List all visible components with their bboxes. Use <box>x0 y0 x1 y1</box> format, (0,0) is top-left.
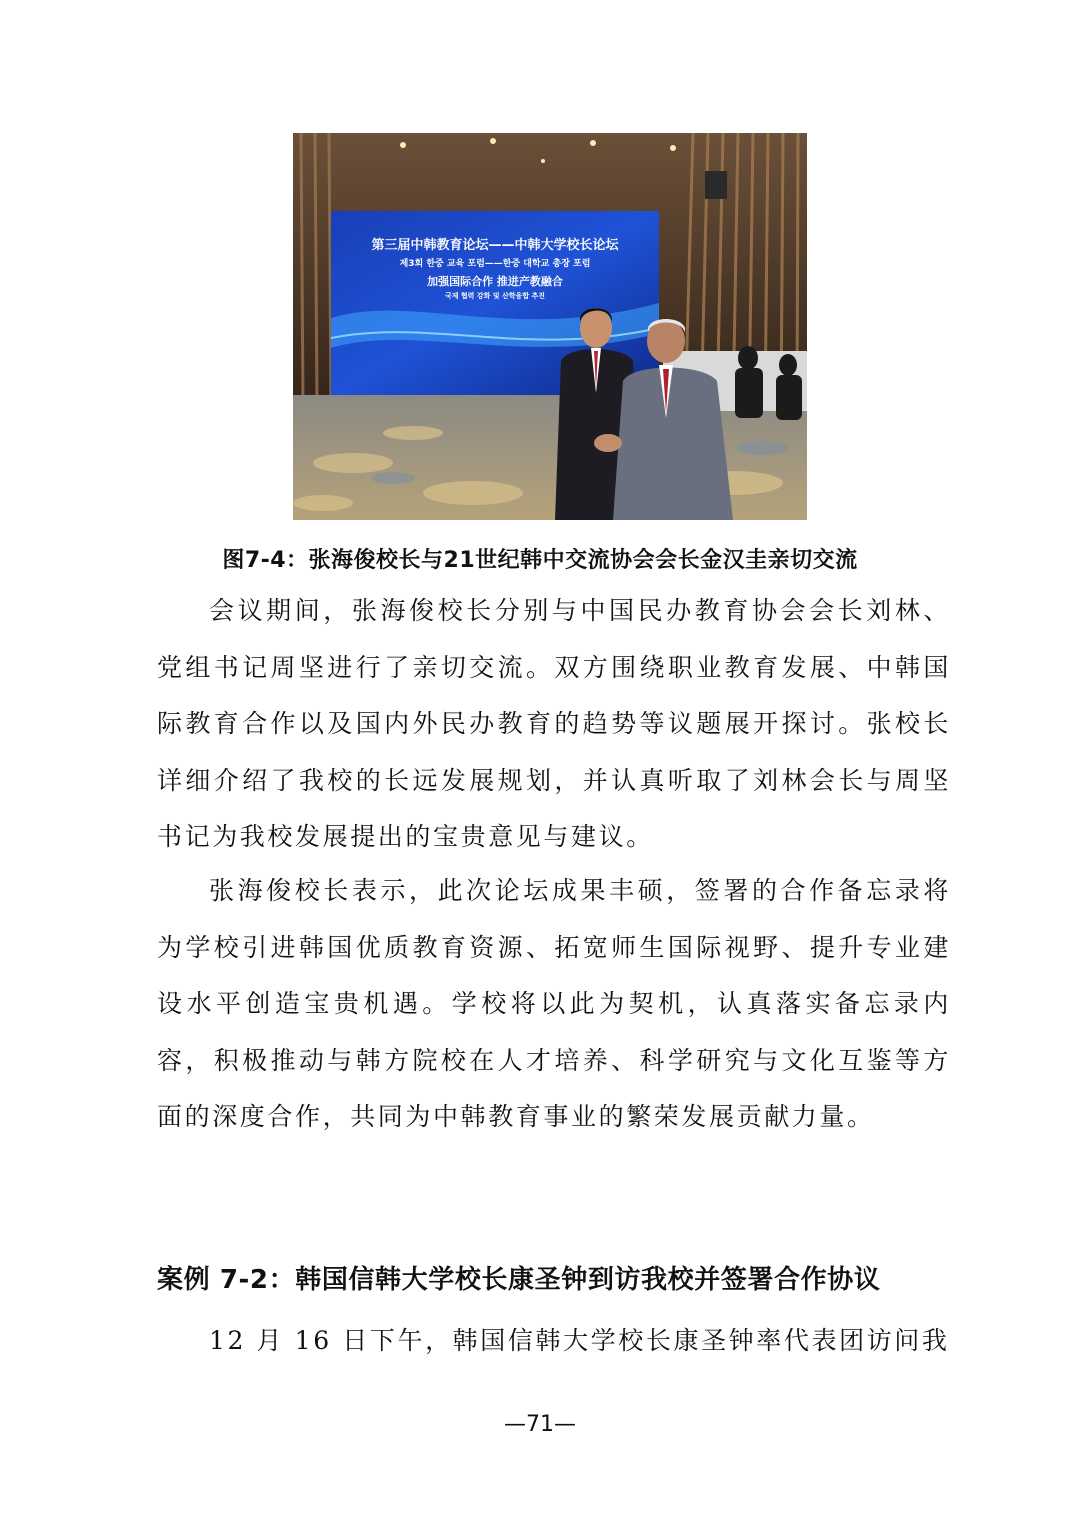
forum-photo <box>293 133 807 520</box>
page-number: —71— <box>504 1412 576 1437</box>
paragraph-meeting-exchange: 会议期间，张海俊校长分别与中国民办教育协会会长刘林、党组书记周坚进行了亲切交流。双方围绕职业教育发展、中韩国际教育合作以及国内外民办教育的趋势等议题展开探讨。张校长详细介绍了我校的长远发展规划，并认真听取了刘林会长与周坚书记为我校发展提出的宝贵意见与建议。 <box>157 596 951 851</box>
figure-caption: 图7-4：张海俊校长与21世纪韩中交流协会会长金汉圭亲切交流 <box>222 548 858 573</box>
forum-photo-drawing <box>293 133 807 520</box>
screen-korean-title: 제3회 한중 교육 포럼——한중 대학교 총장 포럼 <box>399 259 591 269</box>
screen-title: 第三届中韩教育论坛——中韩大学校长论坛 <box>371 238 619 253</box>
screen-theme-korean: 국제 협력 강화 및 산학융합 추진 <box>444 292 546 300</box>
case-heading: 案例 7-2：韩国信韩大学校长康圣钟到访我校并签署合作协议 <box>157 1265 881 1295</box>
paragraph-forum-results: 张海俊校长表示，此次论坛成果丰硕，签署的合作备忘录将为学校引进韩国优质教育资源、拓宽师生国际视野、提升专业建设水平创造宝贵机遇。学校将以此为契机，认真落实备忘录内容，积极推动与韩方院校在人才培养、科学研究与文化互鉴等方面的深度合作，共同为中韩教育事业的繁荣发展贡献力量。 <box>157 876 951 1131</box>
screen-theme: 加强国际合作 推进产教融合 <box>427 275 563 288</box>
paragraph-case-intro: 12 月 16 日下午，韩国信韩大学校长康圣钟率代表团访问我 <box>209 1326 950 1355</box>
